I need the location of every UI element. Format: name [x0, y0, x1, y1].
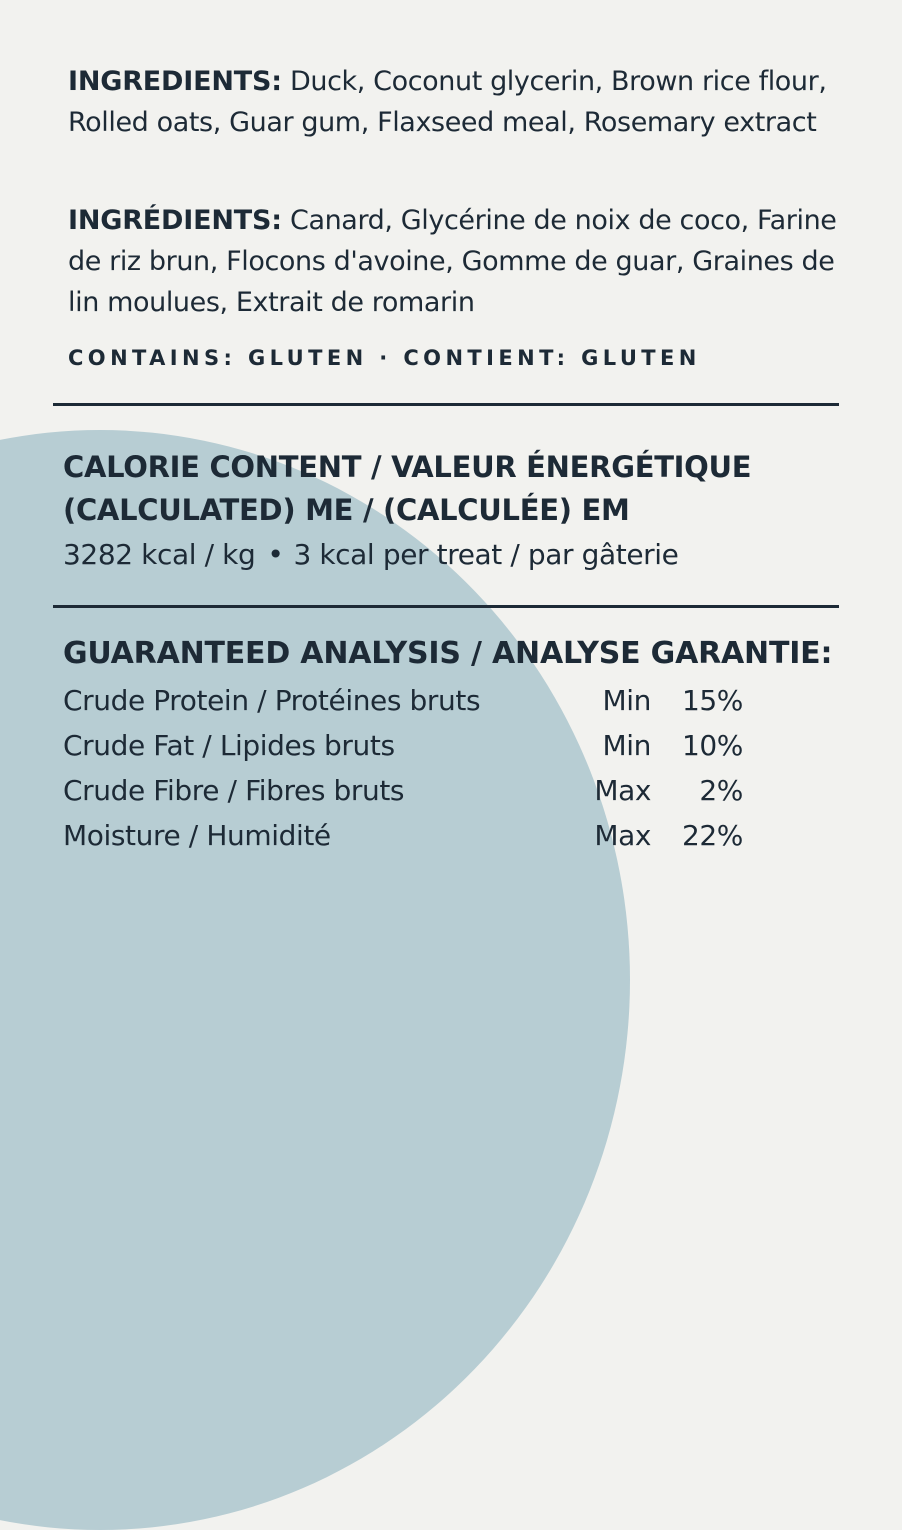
analysis-qualifier: Min	[602, 684, 651, 717]
analysis-name: Crude Fibre / Fibres bruts	[63, 774, 405, 807]
analysis-row	[63, 729, 763, 773]
calorie-values	[63, 538, 679, 571]
ingredients-french-text: Canard, Glycérine de noix de coco, Farine de riz brun, Flocons d'avoine, Gomme de guar, Graines de lin moulues, Extrait de romarin	[68, 205, 837, 318]
analysis-row	[63, 819, 763, 863]
analysis-row	[63, 684, 763, 728]
calorie-per-kg: 3282 kcal / kg	[63, 538, 256, 571]
analysis-value: 15%	[681, 684, 743, 717]
allergen-statement: CONTAINS: GLUTEN · CONTIENT: GLUTEN	[68, 346, 701, 370]
ingredients-french-label: INGRÉDIENTS:	[68, 205, 282, 236]
bullet-separator: •	[267, 538, 284, 571]
analysis-name: Crude Protein / Protéines bruts	[63, 684, 481, 717]
analysis-value: 2%	[699, 774, 743, 807]
analysis-name: Crude Fat / Lipides bruts	[63, 729, 395, 762]
analysis-row	[63, 774, 763, 818]
divider-bottom	[53, 605, 839, 608]
calorie-heading-line1: CALORIE CONTENT / VALEUR ÉNERGÉTIQUE	[63, 450, 752, 484]
ingredients-french	[68, 200, 848, 323]
guaranteed-analysis-title: GUARANTEED ANALYSIS / ANALYSE GARANTIE:	[63, 636, 833, 671]
ingredients-english-text: Duck, Coconut glycerin, Brown rice flour, Rolled oats, Guar gum, Flaxseed meal, Rosemary extract	[68, 66, 827, 138]
divider-top	[53, 403, 839, 406]
analysis-name: Moisture / Humidité	[63, 819, 331, 852]
ingredients-english	[68, 61, 848, 143]
analysis-value: 22%	[681, 819, 743, 852]
calorie-per-treat: 3 kcal per treat / par gâterie	[293, 538, 679, 571]
analysis-qualifier: Min	[602, 729, 651, 762]
analysis-value: 10%	[681, 729, 743, 762]
calorie-heading-line2: (CALCULATED) ME / (CALCULÉE) EM	[63, 493, 630, 527]
analysis-qualifier: Max	[594, 774, 651, 807]
ingredients-english-label: INGREDIENTS:	[68, 66, 282, 97]
analysis-qualifier: Max	[594, 819, 651, 852]
